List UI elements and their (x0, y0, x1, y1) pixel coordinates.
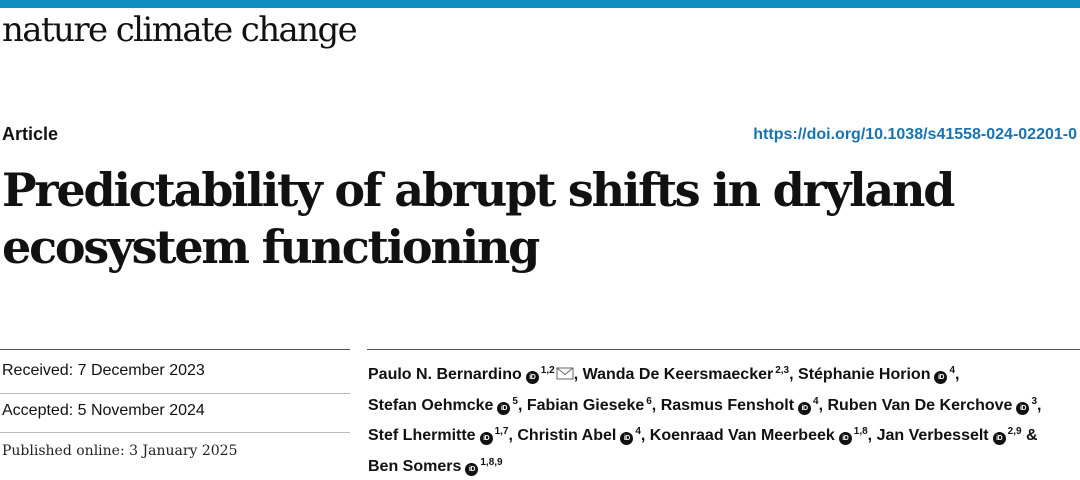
affiliation-numbers: 2,3 (775, 365, 790, 376)
author-separator: , (789, 366, 799, 383)
author-item[interactable] (828, 397, 1042, 414)
author-name[interactable]: Koenraad Van Meerbeek (649, 427, 835, 444)
author-separator: , (573, 366, 583, 383)
article-title: Predictability of abrupt shifts in dryland ecosystem functioning (2, 163, 954, 274)
author-separator: , (651, 396, 661, 414)
affiliation-numbers: 4 (813, 395, 819, 407)
author-item[interactable] (583, 366, 798, 383)
author-item[interactable] (650, 427, 877, 444)
affiliation-numbers: 1,2 (540, 365, 555, 376)
author-name[interactable]: Fabian Gieseke (526, 396, 645, 414)
orcid-icon[interactable]: iD (798, 402, 811, 415)
author-name[interactable]: Stefan Oehmcke (368, 396, 494, 414)
affiliation-numbers: 3 (1031, 395, 1038, 407)
author-name[interactable]: Rasmus Fensholt (660, 396, 795, 414)
author-separator: & (1021, 427, 1038, 444)
author-item[interactable] (368, 427, 517, 444)
date-divider (0, 393, 350, 394)
author-item[interactable] (368, 397, 527, 414)
author-list (368, 358, 1078, 480)
orcid-icon[interactable]: iD (497, 402, 510, 415)
affiliation-numbers: 6 (646, 395, 652, 407)
mail-icon[interactable] (556, 367, 574, 380)
author-name[interactable]: Wanda De Keersmaecker (582, 366, 774, 383)
affiliation-numbers: 5 (512, 395, 518, 407)
author-item[interactable] (527, 397, 661, 414)
orcid-icon[interactable]: iD (620, 432, 633, 445)
orcid-icon[interactable]: iD (1016, 402, 1029, 415)
orcid-icon[interactable]: iD (839, 432, 852, 445)
accepted-date: Accepted: 5 November 2024 (2, 402, 205, 419)
author-name[interactable]: Ben Somers (368, 457, 462, 475)
journal-accent-bar (0, 0, 1080, 8)
orcid-icon[interactable]: iD (526, 371, 539, 384)
author-item[interactable] (661, 397, 828, 414)
orcid-icon[interactable]: iD (993, 432, 1006, 445)
affiliation-numbers: 2,9 (1007, 426, 1022, 437)
affiliation-numbers: 1,8 (853, 426, 868, 437)
dates-top-rule (0, 349, 350, 350)
affiliation-numbers: 1,7 (494, 426, 509, 437)
author-separator: , (818, 396, 828, 414)
author-name[interactable]: Paulo N. Bernardino (368, 366, 522, 383)
orcid-icon[interactable]: iD (480, 432, 493, 445)
author-item[interactable] (798, 366, 959, 383)
author-separator: , (517, 396, 527, 414)
author-item[interactable] (517, 427, 649, 444)
affiliation-numbers: 4 (949, 365, 956, 376)
orcid-icon[interactable]: iD (465, 463, 478, 476)
author-item[interactable] (877, 427, 1038, 444)
affiliation-numbers: 1,8,9 (480, 456, 503, 468)
author-name[interactable]: Stéphanie Horion (798, 366, 931, 383)
author-name[interactable]: Jan Verbesselt (876, 427, 989, 444)
author-separator: , (867, 427, 877, 444)
affiliation-numbers: 4 (635, 426, 641, 437)
author-separator: , (640, 427, 650, 444)
author-separator: , (955, 366, 960, 383)
author-name[interactable]: Ruben Van De Kerchove (827, 396, 1013, 414)
doi-link[interactable]: https://doi.org/10.1038/s41558-024-02201-0 (753, 126, 1077, 143)
author-item[interactable] (368, 458, 503, 475)
article-type: Article (2, 124, 59, 144)
authors-top-rule (367, 349, 1080, 350)
author-name[interactable]: Christin Abel (517, 427, 617, 444)
received-date: Received: 7 December 2023 (2, 362, 205, 379)
published-date: Published online: 3 January 2025 (2, 443, 238, 459)
author-separator: , (508, 427, 518, 444)
author-separator: , (1037, 396, 1042, 414)
date-divider (0, 432, 350, 433)
author-item[interactable] (368, 366, 583, 383)
orcid-icon[interactable]: iD (934, 371, 947, 384)
journal-name[interactable]: nature climate change (2, 10, 357, 50)
author-name[interactable]: Stef Lhermitte (368, 427, 476, 444)
